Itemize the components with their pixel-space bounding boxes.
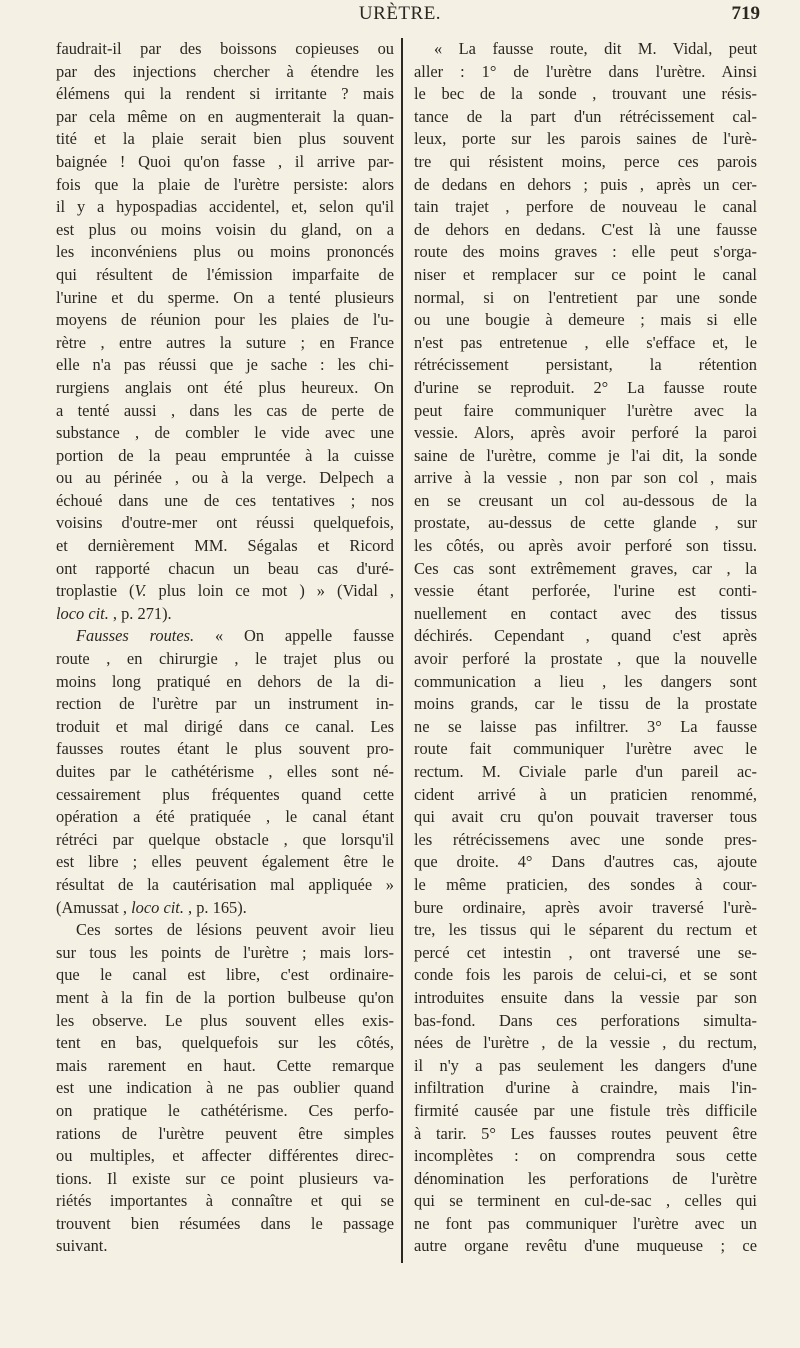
text-line bbox=[414, 174, 757, 197]
text-segment: baignée ! Quoi qu'on fasse , il arrive par- bbox=[56, 151, 394, 171]
text-line bbox=[56, 942, 394, 965]
text-line bbox=[56, 128, 394, 151]
text-line bbox=[56, 558, 394, 581]
right-text-column bbox=[414, 38, 757, 1258]
text-line bbox=[56, 761, 394, 784]
text-segment: troplastie ( bbox=[56, 581, 135, 601]
text-line bbox=[56, 1055, 394, 1078]
text-segment: prostate, au-dessus de cette glande , sur bbox=[414, 513, 757, 533]
text-segment: rétréci par quelque obstacle , que lorsqu'il bbox=[56, 829, 394, 849]
text-segment: vessie étant perforée, l'urine est conti- bbox=[414, 581, 757, 601]
text-line bbox=[414, 851, 757, 874]
text-line bbox=[414, 332, 757, 355]
text-segment: à tarir. 5° Les fausses routes peuvent être bbox=[414, 1123, 757, 1143]
italic-text: loco cit. bbox=[131, 897, 184, 917]
text-line bbox=[414, 919, 757, 942]
text-segment: aller : 1° de l'urètre dans l'urètre. Ainsi bbox=[414, 61, 757, 81]
text-line bbox=[414, 287, 757, 310]
text-segment: avoir perforé la prostate , que la nouvelle bbox=[414, 649, 757, 669]
text-segment: les inconvéniens plus ou moins prononcés bbox=[56, 242, 394, 262]
text-line bbox=[56, 1190, 394, 1213]
italic-text: Fausses routes. bbox=[76, 626, 195, 646]
text-segment: nées de l'urètre , de la vessie , du rectum, bbox=[414, 1033, 757, 1053]
text-segment: les rétrécissemens avec une sonde pres- bbox=[414, 829, 757, 849]
text-segment: ment à la fin de la portion bulbeuse qu'on bbox=[56, 987, 394, 1007]
text-segment: opération a été pratiquée , le canal étant bbox=[56, 807, 394, 827]
page-number: 719 bbox=[731, 3, 760, 24]
text-line bbox=[414, 422, 757, 445]
text-line bbox=[414, 264, 757, 287]
text-segment: ou multiples, et affecter différentes direc- bbox=[56, 1146, 394, 1166]
text-line bbox=[414, 106, 757, 129]
text-line bbox=[414, 987, 757, 1010]
text-segment: ou au périnée , ou à la verge. Delpech a bbox=[56, 468, 394, 488]
text-line bbox=[56, 625, 394, 648]
text-line bbox=[414, 535, 757, 558]
text-segment: elle n'a pas réussi que je sache : les chi- bbox=[56, 355, 394, 375]
text-line bbox=[414, 964, 757, 987]
italic-text: V. bbox=[134, 581, 147, 601]
text-line bbox=[414, 806, 757, 829]
text-segment: portion de la peau empruntée à la cuisse bbox=[56, 445, 394, 465]
text-line bbox=[414, 83, 757, 106]
text-segment: (Amussat , bbox=[56, 897, 132, 917]
text-line bbox=[56, 445, 394, 468]
text-segment: rurgiens anglais ont été plus heureux. On bbox=[56, 377, 394, 397]
text-line bbox=[56, 1235, 394, 1258]
text-segment: échoué dans une de ces tentatives ; nos bbox=[56, 490, 394, 510]
text-segment: rection de l'urètre par un instrument in- bbox=[56, 694, 394, 714]
text-segment: et dernièrement MM. Ségalas et Ricord bbox=[56, 536, 394, 556]
text-segment: conde fois les parois de celui-ci, et se sont bbox=[414, 965, 757, 985]
text-segment: niser et remplacer sur ce point le canal bbox=[414, 264, 757, 284]
text-line bbox=[414, 445, 757, 468]
text-line bbox=[414, 151, 757, 174]
text-line bbox=[56, 580, 394, 603]
text-line bbox=[56, 784, 394, 807]
text-line bbox=[414, 1145, 757, 1168]
text-line bbox=[56, 738, 394, 761]
text-segment: par cela même on en augmenterait la quan- bbox=[56, 106, 394, 126]
text-line bbox=[56, 897, 394, 920]
text-segment: infiltration d'urine à craindre, mais l'in- bbox=[414, 1078, 757, 1098]
text-segment: tions. Il existe sur ce point plusieurs va- bbox=[56, 1168, 394, 1188]
text-line bbox=[56, 377, 394, 400]
text-segment: par des injections chercher à étendre les bbox=[56, 61, 394, 81]
text-line bbox=[414, 625, 757, 648]
text-segment: n'est pas entretenue , elle s'efface et, le bbox=[414, 332, 757, 352]
running-header-title: URÈTRE. bbox=[358, 3, 442, 24]
text-segment: tain trajet , perfore de nouveau le canal bbox=[414, 197, 757, 217]
text-segment: tance de la part d'un rétrécissement cal- bbox=[414, 106, 757, 126]
text-segment: rétrécissement persistant, la rétention bbox=[414, 355, 757, 375]
text-line bbox=[56, 987, 394, 1010]
text-line bbox=[414, 490, 757, 513]
text-line bbox=[414, 1235, 757, 1258]
text-segment: percé cet intestin , ont traversé une se- bbox=[414, 942, 757, 962]
text-segment: tre qui résistent moins, perce ces parois bbox=[414, 151, 757, 171]
text-line bbox=[56, 241, 394, 264]
text-line bbox=[56, 512, 394, 535]
text-line bbox=[56, 1100, 394, 1123]
text-line bbox=[414, 648, 757, 671]
text-segment: rations de l'urètre peuvent être simples bbox=[56, 1123, 394, 1143]
text-segment: les observe. Le plus souvent elles exis- bbox=[56, 1010, 394, 1030]
column-divider bbox=[401, 38, 403, 1263]
text-segment: troduit et mal dirigé dans ce canal. Les bbox=[56, 716, 394, 736]
text-segment: cessairement plus fréquentes quand cette bbox=[56, 784, 394, 804]
text-segment: route des moins graves : elle peut s'orga- bbox=[414, 242, 757, 262]
text-line bbox=[414, 241, 757, 264]
text-line bbox=[56, 174, 394, 197]
text-line bbox=[56, 151, 394, 174]
text-line bbox=[414, 671, 757, 694]
text-line bbox=[414, 942, 757, 965]
text-segment: introduites ensuite dans la vessie par son bbox=[414, 987, 757, 1007]
text-line bbox=[56, 603, 394, 626]
text-segment: est libre ; elles peuvent également être le bbox=[56, 852, 394, 872]
text-segment: substance , de combler le vide avec une bbox=[56, 423, 394, 443]
text-line bbox=[56, 287, 394, 310]
text-segment: saine de l'urètre, comme je l'ai dit, la sonde bbox=[414, 445, 757, 465]
text-segment: résultat de la cautérisation mal appliquée » bbox=[56, 874, 394, 894]
text-segment: duites par le cathétérisme , elles sont né- bbox=[56, 762, 394, 781]
italic-text: loco cit. bbox=[56, 603, 109, 623]
text-line bbox=[56, 1123, 394, 1146]
text-segment: voisins d'outre-mer ont réussi quelquefois, bbox=[56, 513, 394, 533]
text-segment: sur tous les points de l'urètre ; mais lors- bbox=[56, 942, 394, 962]
text-line bbox=[414, 354, 757, 377]
text-segment: élémens qui la rendent si irritante ? mais bbox=[56, 84, 394, 104]
left-text-column bbox=[56, 38, 394, 1258]
text-line bbox=[56, 964, 394, 987]
text-segment: « On appelle fausse bbox=[194, 626, 394, 646]
text-line bbox=[414, 377, 757, 400]
text-segment: vessie. Alors, après avoir perforé la paroi bbox=[414, 423, 757, 443]
text-line bbox=[414, 1190, 757, 1213]
text-segment: route fait communiquer l'urètre avec le bbox=[414, 739, 757, 759]
text-segment: le bec de la sonde , trouvant une résis- bbox=[414, 84, 757, 104]
text-segment: peut faire communiquer l'urètre avec la bbox=[414, 400, 757, 420]
text-line bbox=[414, 784, 757, 807]
text-line bbox=[56, 919, 394, 942]
text-line bbox=[414, 558, 757, 581]
text-segment: rètre , entre autres la suture ; en France bbox=[56, 332, 394, 352]
text-line bbox=[56, 490, 394, 513]
text-segment: , p. 165). bbox=[183, 897, 247, 917]
text-segment: riétés importantes à connaître et qui se bbox=[56, 1191, 394, 1211]
text-line bbox=[56, 535, 394, 558]
text-segment: fois que la plaie de l'urètre persiste: alors bbox=[56, 174, 394, 194]
text-line bbox=[56, 354, 394, 377]
text-segment: incomplètes : on comprendra sous cette bbox=[414, 1146, 757, 1166]
text-segment: rectum. M. Civiale parle d'un pareil ac- bbox=[414, 762, 757, 781]
text-line bbox=[56, 874, 394, 897]
text-line bbox=[56, 671, 394, 694]
text-line bbox=[56, 1032, 394, 1055]
text-segment: tité et la plaie serait bien plus souvent bbox=[56, 129, 394, 149]
text-segment: que droite. 4° Dans d'autres cas, ajoute bbox=[414, 852, 757, 872]
text-line bbox=[414, 400, 757, 423]
text-line bbox=[414, 512, 757, 535]
text-line bbox=[56, 38, 394, 61]
text-line bbox=[414, 1032, 757, 1055]
text-line bbox=[414, 1168, 757, 1191]
text-segment: moins long pratiqué en dehors de la di- bbox=[56, 671, 394, 691]
text-line bbox=[414, 128, 757, 151]
text-segment: de dehors en dedans. C'est là une fausse bbox=[414, 219, 757, 239]
text-line bbox=[414, 874, 757, 897]
text-segment: bas-fond. Dans ces perforations simulta- bbox=[414, 1010, 757, 1030]
text-line bbox=[414, 38, 757, 61]
text-line bbox=[414, 196, 757, 219]
text-segment: qui résultent de l'émission imparfaite de bbox=[56, 264, 394, 284]
text-segment: il y a hypospadias accidentel, et, selon qu'il bbox=[56, 197, 394, 217]
text-segment: firmité causée par une fistule très difficile bbox=[414, 1100, 757, 1120]
text-line bbox=[56, 83, 394, 106]
text-segment: ont rapporté chacun un beau cas d'uré- bbox=[56, 558, 394, 578]
text-segment: plus loin ce mot ) » (Vidal , bbox=[146, 581, 394, 601]
text-line bbox=[414, 693, 757, 716]
text-line bbox=[56, 1145, 394, 1168]
text-line bbox=[414, 897, 757, 920]
text-segment: trouvent bien résumées dans le passage bbox=[56, 1213, 394, 1233]
text-segment: dénomination les perforations de l'urètre bbox=[414, 1168, 757, 1188]
text-segment: les côtés, ou après avoir perforé son tissu. bbox=[414, 536, 757, 556]
text-line bbox=[56, 851, 394, 874]
text-segment: il n'y a pas seulement les dangers d'une bbox=[414, 1055, 757, 1075]
text-line bbox=[414, 1077, 757, 1100]
text-segment: est une indication à ne pas oublier quand bbox=[56, 1078, 394, 1098]
text-line bbox=[414, 580, 757, 603]
text-segment: tent en bas, quelquefois sur les côtés, bbox=[56, 1033, 394, 1053]
text-segment: ne se laisse pas infiltrer. 3° La fausse bbox=[414, 716, 757, 736]
text-segment: de dedans en dehors ; puis , après un cer- bbox=[414, 174, 757, 194]
text-line bbox=[414, 1123, 757, 1146]
text-line bbox=[56, 219, 394, 242]
text-segment: en se creusant un col au-dessous de la bbox=[414, 490, 757, 510]
text-segment: fausses routes étant le plus souvent pro- bbox=[56, 739, 394, 759]
text-line bbox=[414, 1010, 757, 1033]
text-line bbox=[56, 196, 394, 219]
text-line bbox=[56, 106, 394, 129]
text-segment: leux, porte sur les parois saines de l'urè- bbox=[414, 129, 757, 149]
text-segment: déchirés. Cependant , quand c'est après bbox=[414, 626, 757, 646]
text-segment: a tenté aussi , dans les cas de perte de bbox=[56, 400, 394, 420]
text-line bbox=[414, 1055, 757, 1078]
text-segment: qui se terminent en cul-de-sac , celles qui bbox=[414, 1191, 757, 1211]
text-segment: que le canal est libre, c'est ordinaire- bbox=[56, 965, 394, 985]
text-line bbox=[56, 648, 394, 671]
text-line bbox=[56, 467, 394, 490]
text-line bbox=[56, 400, 394, 423]
text-line bbox=[56, 422, 394, 445]
text-segment: normal, si on l'entretient par une sonde bbox=[414, 287, 757, 307]
text-segment: route , en chirurgie , le trajet plus ou bbox=[56, 649, 394, 669]
text-segment: suivant. bbox=[56, 1236, 108, 1256]
text-segment: tre, les tissus qui le séparent du rectum et bbox=[414, 920, 757, 940]
text-segment: faudrait-il par des boissons copieuses ou bbox=[56, 39, 394, 58]
text-line bbox=[56, 1077, 394, 1100]
text-segment: d'urine se reproduit. 2° La fausse route bbox=[414, 377, 757, 397]
text-line bbox=[414, 829, 757, 852]
text-segment: communication a lieu , les dangers sont bbox=[414, 671, 757, 691]
text-line bbox=[56, 309, 394, 332]
text-line bbox=[414, 761, 757, 784]
text-line bbox=[56, 716, 394, 739]
text-segment: l'urine et du sperme. On a tenté plusieurs bbox=[56, 287, 394, 307]
text-line bbox=[414, 467, 757, 490]
text-line bbox=[414, 603, 757, 626]
text-line bbox=[56, 1010, 394, 1033]
text-segment: Ces sortes de lésions peuvent avoir lieu bbox=[76, 920, 394, 940]
text-line bbox=[56, 1213, 394, 1236]
text-line bbox=[414, 738, 757, 761]
text-segment: mais rarement en haut. Cette remarque bbox=[56, 1055, 394, 1075]
text-line bbox=[414, 61, 757, 84]
text-segment: est plus ou moins voisin du gland, on a bbox=[56, 219, 394, 239]
text-segment: on pratique le cathétérisme. Ces perfo- bbox=[56, 1100, 394, 1120]
text-segment: Ces cas sont extrêmement graves, car , la bbox=[414, 558, 757, 578]
text-segment: ou une bougie à demeure ; mais si elle bbox=[414, 310, 757, 330]
text-line bbox=[56, 1168, 394, 1191]
text-segment: ne font pas communiquer l'urètre avec un bbox=[414, 1213, 757, 1233]
text-segment: , p. 271). bbox=[108, 603, 172, 623]
text-line bbox=[56, 264, 394, 287]
text-segment: arrive à la vessie , non par son col , mais bbox=[414, 468, 757, 488]
text-segment: bure ordinaire, après avoir traversé l'urè- bbox=[414, 897, 757, 917]
text-line bbox=[56, 693, 394, 716]
text-segment: autre organe revêtu d'une muqueuse ; ce bbox=[414, 1236, 757, 1256]
text-line bbox=[414, 309, 757, 332]
text-segment: « La fausse route, dit M. Vidal, peut bbox=[434, 39, 757, 58]
text-line bbox=[414, 716, 757, 739]
text-segment: cident arrivé à un praticien renommé, bbox=[414, 784, 757, 804]
text-line bbox=[56, 829, 394, 852]
text-line bbox=[414, 1100, 757, 1123]
text-line bbox=[414, 219, 757, 242]
text-line bbox=[56, 332, 394, 355]
text-segment: le même praticien, des sondes à cour- bbox=[414, 874, 757, 894]
text-segment: qui avait cru qu'on pouvait traverser tous bbox=[414, 807, 757, 827]
text-line bbox=[414, 1213, 757, 1236]
text-segment: moins grands, car le tissu de la prostate bbox=[414, 694, 757, 714]
text-segment: nuellement en contact avec des tissus bbox=[414, 603, 757, 623]
text-segment: moyens de réunion pour les plaies de l'u- bbox=[56, 310, 394, 330]
text-line bbox=[56, 806, 394, 829]
text-line bbox=[56, 61, 394, 84]
